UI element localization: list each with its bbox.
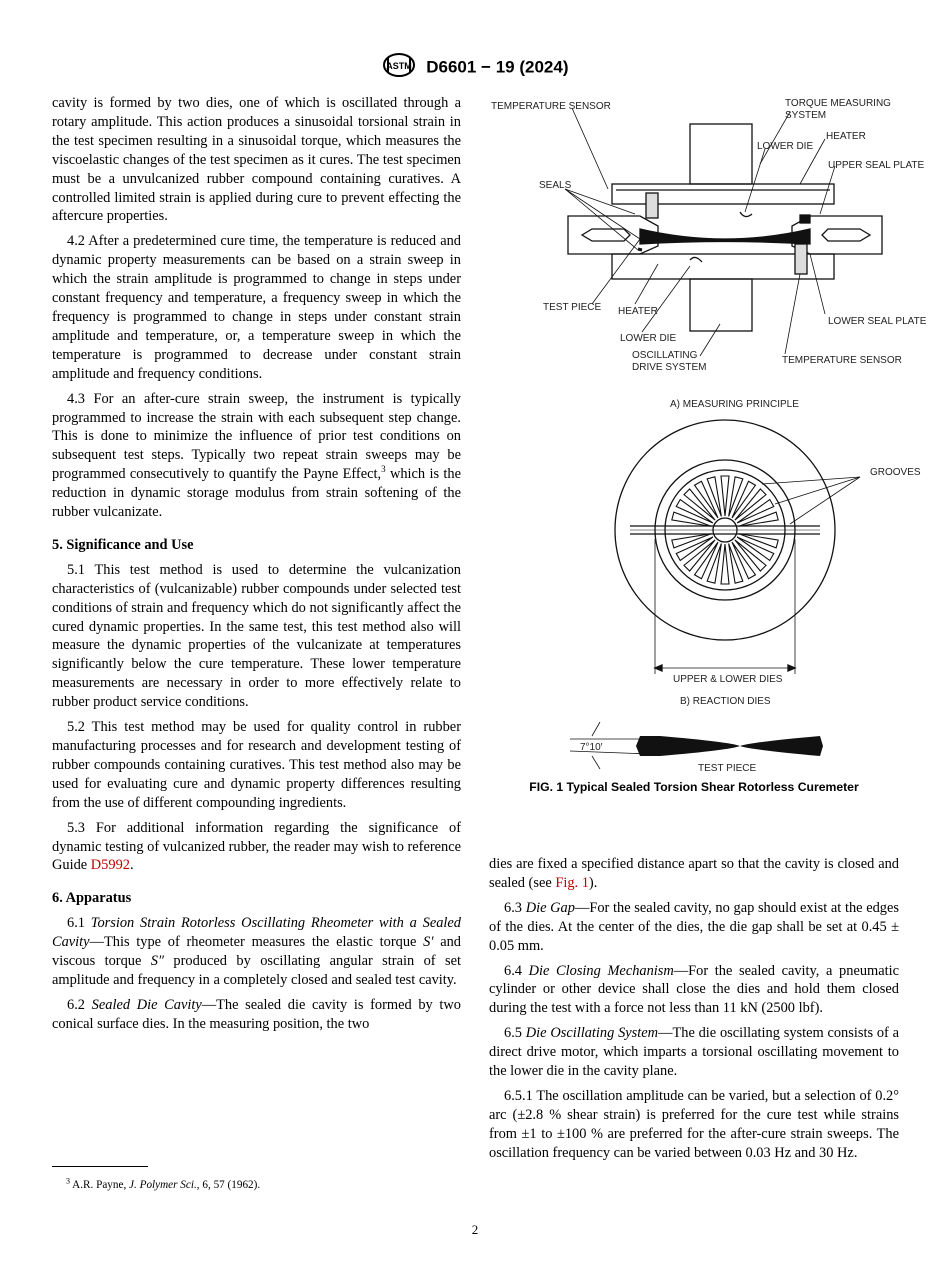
measuring-principle-diagram bbox=[568, 124, 882, 331]
reaction-labels bbox=[673, 467, 921, 707]
label-upper-lower-dies: UPPER & LOWER DIES bbox=[673, 674, 783, 685]
label-heater-bottom: HEATER bbox=[618, 306, 658, 317]
designation: D6601 − 19 (2024) bbox=[426, 57, 569, 77]
reaction-dies-diagram bbox=[615, 420, 860, 674]
test-piece-diagram bbox=[570, 722, 823, 774]
figure-caption: FIG. 1 Typical Sealed Torsion Shear Rotorless Curemeter bbox=[529, 780, 859, 794]
paragraph-cont: cavity is formed by two dies, one of which is oscillated through a rotary amplitude. This action produces a sinusoidal torsional strain in the test specimen resulting in a sinusoidal torque, which measures the viscoelastic changes of the test specimen as it cures. The test specimen must be a unvulcanized rubber compound containing curatives. A controlled limited strain is applied during cure to prevent effecting the aftercure properties. bbox=[52, 95, 461, 225]
footnote: $^3$ A.R. Payne, J. Polymer Sci., 6, 57 (1962). bbox=[66, 1176, 261, 1191]
figure-drawing bbox=[490, 94, 927, 794]
label-test-piece: TEST PIECE bbox=[543, 302, 602, 313]
link-fig-1[interactable]: Fig. 1 bbox=[555, 874, 589, 891]
paragraph-6-1: 6.1 Torsion Strain Rotorless Oscillating Rheometer with a Sealed Cavity—This type of rheometer measures the elastic torque S′ and viscous torque S″ produced by oscillating angular strain of set amplitude and frequency in a completely closed and sealed test cavity. bbox=[52, 915, 461, 988]
section-heading-6: 6. Apparatus bbox=[52, 890, 132, 907]
left-column bbox=[52, 94, 461, 1040]
label-torque-2: SYSTEM bbox=[785, 110, 827, 121]
paragraph-6-5: 6.5 Die Oscillating System—The die oscillating system consists of a direct drive motor, which imparts a torsional oscillating movement to the lower die in the cavity plane. bbox=[489, 1025, 899, 1080]
footnote-ref: 3 bbox=[381, 464, 386, 475]
label-angle: 7°10′ bbox=[580, 742, 603, 753]
paragraph-6-2: 6.2 Sealed Die Cavity—The sealed die cavity is formed by two conical surface dies. In the measuring position, the two bbox=[52, 996, 461, 1032]
paragraph-5-1: 5.1 This test method is used to determine the vulcanization characteristics of (vulcanizable) rubber compounds under selected test conditions of strain and frequency which do not significantly affect the cured dynamic properties. In the same test, this test method also will measure the dynamic properties of the vulcanizate at temperatures significantly below the cure temperature. These lower temperature measurements are necessary in order to more effectively relate to rubber product service conditions. bbox=[52, 561, 461, 711]
label-temperature-sensor-top: TEMPERATURE SENSOR bbox=[491, 101, 611, 112]
label-lower-die-bottom: LOWER DIE bbox=[620, 333, 677, 344]
logo-text: ASTM bbox=[385, 61, 412, 71]
right-column bbox=[489, 855, 899, 1169]
section-heading-5: 5. Significance and Use bbox=[52, 536, 194, 553]
figure-1 bbox=[490, 94, 927, 794]
paragraph-cont-right: dies are fixed a specified distance apart so that the cavity is closed and sealed (see Fig. 1). bbox=[489, 856, 899, 891]
label-drive-system: DRIVE SYSTEM bbox=[632, 362, 707, 373]
paragraph-4-3: 4.3 For an after-cure strain sweep, the instrument is typically programmed to increase the strain with each subsequent step change. This is done to minimize the influence of prior test conditions on subsequent test steps. Typically two repeat strain sweeps may be programmed consecutively to quantify the Payne Effect,$^3$ which is the reduction in dynamic storage modulus from strain softening of the rubber vulcanizate. bbox=[52, 390, 461, 521]
label-grooves: GROOVES bbox=[870, 467, 921, 478]
page-header bbox=[0, 52, 950, 83]
page-number: 2 bbox=[471, 1222, 479, 1237]
label-test-piece-c: TEST PIECE bbox=[698, 763, 757, 774]
paragraph-6-4: 6.4 Die Closing Mechanism—For the sealed cavity, a pneumatic cylinder or other device shall close the dies and hold them closed during the test with a force not less than 11 kN (2500 lbf). bbox=[489, 962, 899, 1017]
label-upper-seal-plate: UPPER SEAL PLATE bbox=[828, 160, 925, 171]
label-lower-seal-plate: LOWER SEAL PLATE bbox=[828, 316, 927, 327]
astm-logo-icon bbox=[382, 52, 416, 83]
label-lower-die-top: LOWER DIE bbox=[757, 141, 814, 152]
paragraph-5-2: 5.2 This test method may be used for quality control in rubber manufacturing processes and for research and development testing of rubber compounds containing curatives. This test method also may be used for evaluating cure and dynamic property differences resulting from the use of different compounding ingredients. bbox=[52, 719, 461, 811]
subcaption-b: B) REACTION DIES bbox=[680, 696, 771, 707]
paragraph-6-3: 6.3 Die Gap—For the sealed cavity, no gap should exist at the edges of the dies. At the center of the dies, the die gap shall be set at 0.45 ± 0.05 mm. bbox=[489, 899, 899, 954]
paragraph-6-5-1: 6.5.1 The oscillation amplitude can be varied, but a selection of 0.2° arc (±2.8 % shear strain) is preferred for the cure test while strains from ±1 to ±100 % are preferred for the after-cure strain sweeps. The oscillation frequency can be varied between 0.03 Hz and 30 Hz. bbox=[489, 1087, 899, 1161]
label-oscillating: OSCILLATING bbox=[632, 350, 698, 361]
label-seals: SEALS bbox=[539, 180, 572, 191]
link-d5992[interactable]: D5992 bbox=[90, 857, 130, 874]
label-temperature-sensor-bottom: TEMPERATURE SENSOR bbox=[782, 355, 902, 366]
label-heater-top: HEATER bbox=[826, 131, 866, 142]
footnote-rule bbox=[52, 1166, 148, 1167]
subcaption-a: A) MEASURING PRINCIPLE bbox=[670, 399, 799, 410]
paragraph-5-3: 5.3 For additional information regarding the significance of dynamic testing of vulcanized rubber, the reader may wish to reference Guide D5992. bbox=[52, 819, 461, 874]
paragraph-4-2: 4.2 After a predetermined cure time, the temperature is reduced and dynamic property measurements can be based on a strain sweep in which the strain amplitude is programmed to change in steps under constant frequency and temperature, a frequency sweep in which the frequency is programmed to change in steps under constant strain amplitude and temperature, or, a temperature sweep in which the temperature is programmed to decrease under constant strain amplitude and frequency conditions. bbox=[52, 233, 461, 382]
label-torque-1: TORQUE MEASURING bbox=[785, 98, 891, 109]
